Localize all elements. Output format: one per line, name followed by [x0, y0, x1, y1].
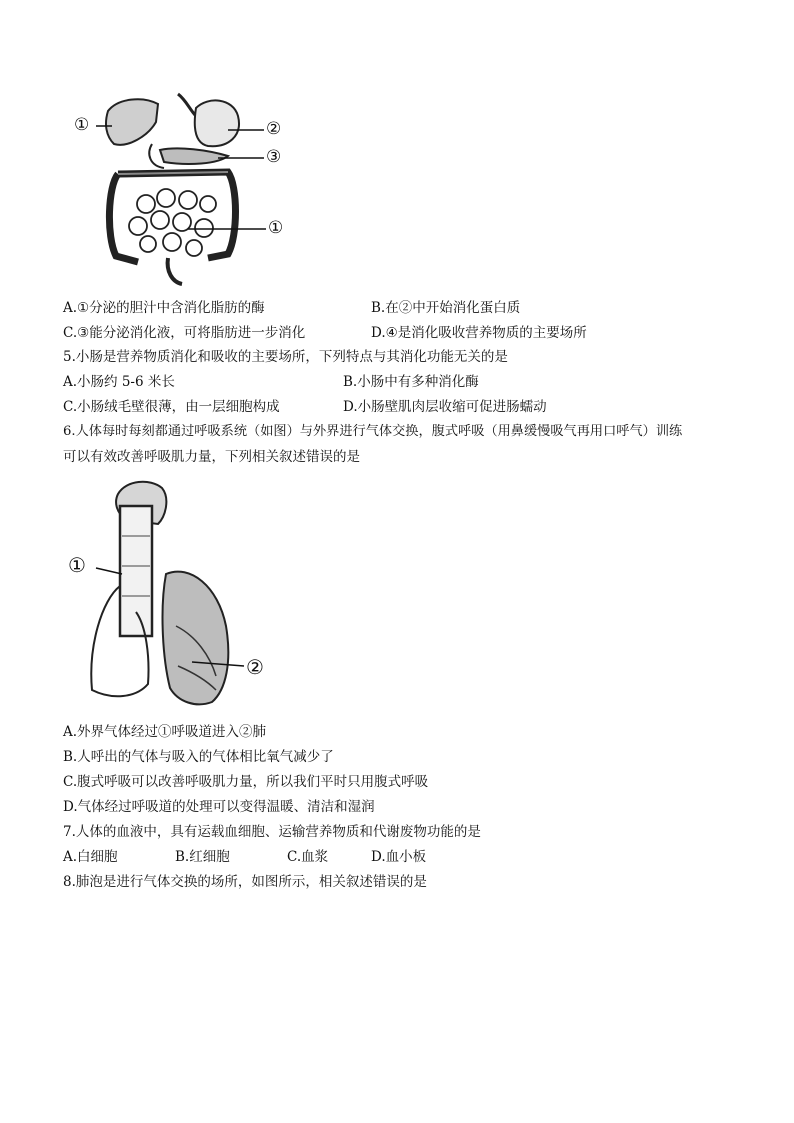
digestive-callout-small-intestine: ①: [268, 218, 284, 238]
trachea-shape: [120, 506, 152, 636]
digestive-callout-liver: ①: [74, 115, 90, 135]
small-intestine-shape: [129, 189, 216, 256]
q6-option-d: D.气体经过呼吸道的处理可以变得温暖、清洁和湿润: [63, 799, 375, 815]
q4-option-b: B.在②中开始消化蛋白质: [371, 300, 521, 316]
respiratory-system-figure: [66, 476, 282, 716]
large-intestine-shape: [109, 172, 235, 262]
digestive-system-figure: [68, 86, 300, 290]
respiratory-callout-tract: ①: [68, 553, 86, 577]
q5-option-c: C.小肠绒毛壁很薄，由一层细胞构成: [63, 399, 280, 415]
q7-option-a: A.白细胞: [63, 849, 118, 865]
q8-stem: 8.肺泡是进行气体交换的场所，如图所示，相关叙述错误的是: [63, 874, 427, 890]
q4-option-c: C.③能分泌消化液，可将脂肪进一步消化: [63, 325, 306, 341]
q6-stem-line1: 6.人体每时每刻都通过呼吸系统（如图）与外界进行气体交换，腹式呼吸（用鼻缓慢吸气再用口呼气）训练: [63, 424, 683, 439]
q7-option-c: C.血浆: [287, 849, 329, 865]
q6-option-b: B.人呼出的气体与吸入的气体相比氧气减少了: [63, 749, 334, 765]
q5-stem: 5.小肠是营养物质消化和吸收的主要场所，下列特点与其消化功能无关的是: [63, 349, 508, 365]
q6-option-a: A.外界气体经过①呼吸道进入②肺: [63, 724, 267, 740]
liver-shape: [106, 99, 158, 145]
q7-option-b: B.红细胞: [175, 849, 230, 865]
digestive-callout-pancreas: ③: [266, 147, 282, 167]
q5-option-d: D.小肠壁肌肉层收缩可促进肠蠕动: [343, 399, 547, 415]
q7-option-d: D.血小板: [371, 849, 427, 865]
right-lung-shape: [163, 572, 229, 705]
q5-option-b: B.小肠中有多种消化酶: [343, 374, 479, 390]
respiratory-callout-lung: ②: [246, 655, 264, 679]
pancreas-shape: [160, 148, 228, 164]
q5-option-a: A.小肠约 5-6 米长: [63, 374, 175, 390]
q4-option-a: A.①分泌的胆汁中含消化脂肪的酶: [63, 300, 265, 316]
digestive-callout-stomach: ②: [266, 119, 282, 139]
q4-option-d: D.④是消化吸收营养物质的主要场所: [371, 325, 587, 341]
q6-option-c: C.腹式呼吸可以改善呼吸肌力量，所以我们平时只用腹式呼吸: [63, 774, 429, 790]
stomach-shape: [195, 100, 239, 146]
q6-stem-line2: 可以有效改善呼吸肌力量，下列相关叙述错误的是: [63, 449, 360, 465]
q7-stem: 7.人体的血液中，具有运载血细胞、运输营养物质和代谢废物功能的是: [63, 824, 481, 840]
